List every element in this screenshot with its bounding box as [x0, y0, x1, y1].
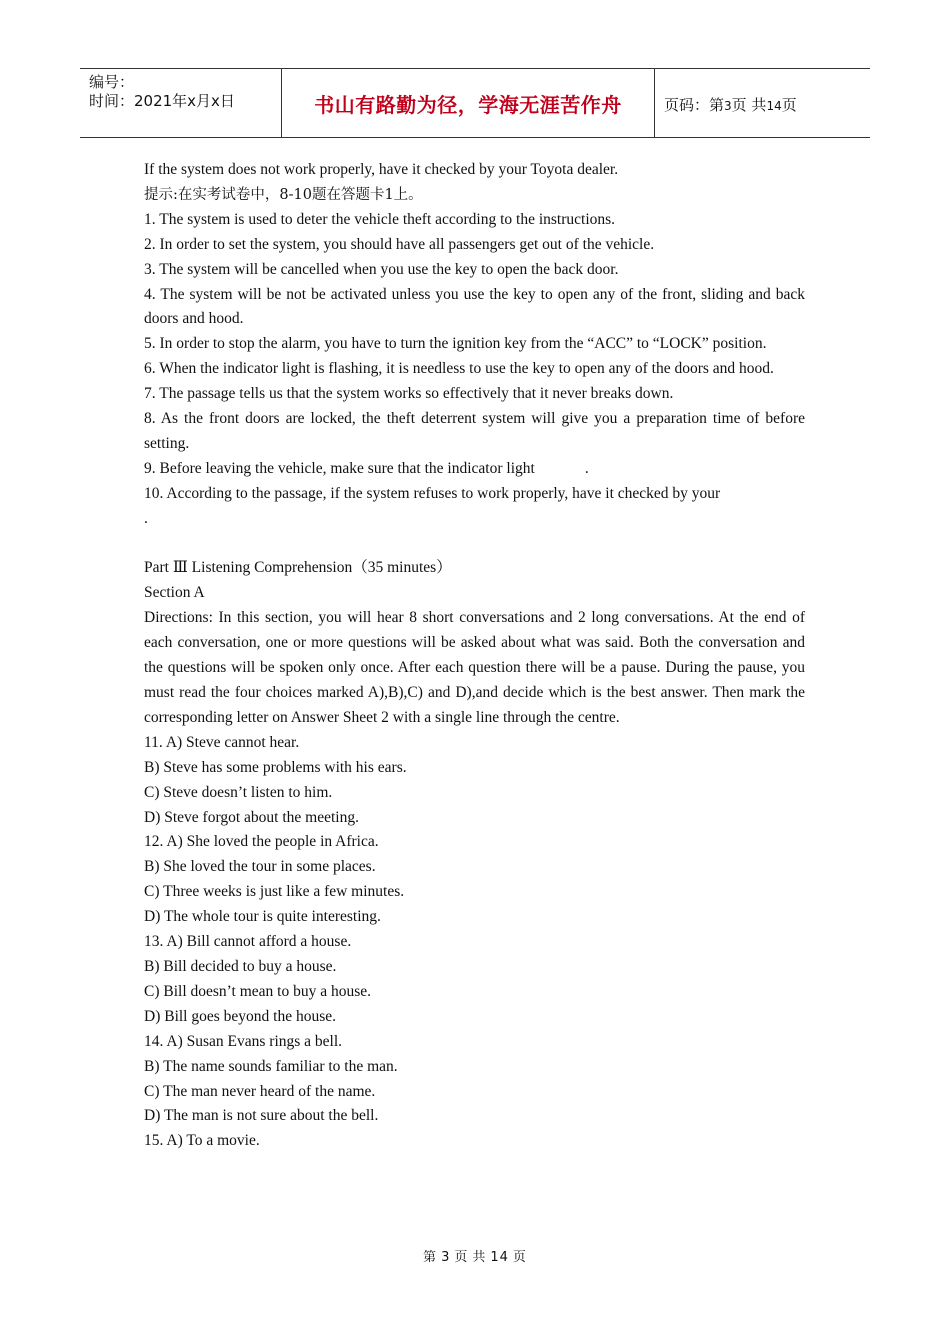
footer-total: 14 — [490, 1250, 509, 1265]
question-9 — [144, 457, 805, 482]
page-header — [80, 68, 870, 138]
option-line: C) The man never heard of the name. — [144, 1082, 376, 1100]
footer-suffix: 页 — [512, 1250, 527, 1265]
option-line: C) Three weeks is just like a few minutes. — [144, 883, 405, 901]
question-9-end: . — [584, 459, 589, 477]
option-line: 14. A) Susan Evans rings a bell. — [144, 1032, 343, 1050]
footer-total-word: 共 — [472, 1250, 487, 1265]
page-footer — [0, 1246, 950, 1265]
document-body — [144, 158, 805, 1154]
question-9-text: 9. Before leaving the vehicle, make sure that the indicator light — [144, 459, 535, 477]
number-label: 编号： — [89, 73, 135, 91]
directions: Directions: In this section, you will hear 8 short conversations and 2 long conversations. At the end of each conversation, one or more questions will be asked about what was said. Both the conversation and the questions will be spoken only once. After each question there will be a pause. During the pause, you must read the four choices marked A),B),C) and D),and decide which is the best answer. Then mark the corresponding letter on Answer Sheet 2 with a single line through the centre. — [144, 609, 805, 726]
option-line: 11. A) Steve cannot hear. — [144, 733, 300, 751]
page-total: 14 — [766, 99, 782, 113]
question-7: 7. The passage tells us that the system works so effectively that it never breaks down. — [144, 385, 674, 403]
page-mid: 页 共 — [731, 96, 767, 114]
question-2: 2. In order to set the system, you should have all passengers get out of the vehicle. — [144, 235, 655, 253]
option-line: B) Bill decided to buy a house. — [144, 957, 337, 975]
page-info — [664, 94, 797, 115]
option-line: D) The whole tour is quite interesting. — [144, 908, 381, 926]
time-label: 时间：2021年x月x日 — [89, 92, 235, 110]
option-line: 15. A) To a movie. — [144, 1132, 260, 1150]
option-line: D) Steve forgot about the meeting. — [144, 808, 359, 826]
option-line: 13. A) Bill cannot afford a house. — [144, 933, 352, 951]
option-line: D) The man is not sure about the bell. — [144, 1107, 379, 1125]
question-5: 5. In order to stop the alarm, you have to turn the ignition key from the “ACC” to “LOCK” position. — [144, 335, 767, 353]
question-10: 10. According to the passage, if the system refuses to work properly, have it checked by your — [144, 484, 721, 502]
section-title: Section A — [144, 584, 205, 602]
footer-page-word: 页 — [454, 1250, 469, 1265]
page-number: 3 — [724, 99, 732, 113]
header-right-cell — [654, 69, 870, 137]
option-line: 12. A) She loved the people in Africa. — [144, 833, 379, 851]
part-title: Part Ⅲ Listening Comprehension（35 minutes） — [144, 559, 452, 577]
question-8: 8. As the front doors are locked, the theft deterrent system will give you a preparation time of before setting. — [144, 410, 805, 452]
option-line: C) Bill doesn’t mean to buy a house. — [144, 982, 372, 1000]
header-middle-cell — [281, 69, 655, 137]
spacer — [144, 532, 805, 557]
option-line: B) Steve has some problems with his ears. — [144, 758, 407, 776]
question-1: 1. The system is used to deter the vehicle theft according to the instructions. — [144, 210, 616, 228]
motto: 书山有路勤为径，学海无涯苦作舟 — [314, 93, 622, 117]
header-left-cell — [80, 69, 280, 137]
option-line: C) Steve doesn’t listen to him. — [144, 783, 333, 801]
question-6: 6. When the indicator light is flashing, it is needless to use the key to open any of the doors and hood. — [144, 360, 774, 378]
option-line: B) The name sounds familiar to the man. — [144, 1057, 398, 1075]
page-prefix: 页码：第 — [664, 96, 725, 114]
hint-line: 提示:在实考试卷中，8-10题在答题卡1上。 — [144, 186, 423, 203]
page-suffix: 页 — [781, 96, 797, 114]
footer-page-number: 3 — [441, 1250, 451, 1265]
footer-prefix: 第 — [423, 1250, 438, 1265]
option-line: B) She loved the tour in some places. — [144, 858, 376, 876]
question-4: 4. The system will be not be activated unless you use the key to open any of the front, sliding and back doors and hood. — [144, 285, 805, 328]
question-10-end: . — [144, 509, 148, 527]
question-3: 3. The system will be cancelled when you use the key to open the back door. — [144, 260, 619, 278]
option-line: D) Bill goes beyond the house. — [144, 1007, 337, 1025]
intro-line: If the system does not work properly, have it checked by your Toyota dealer. — [144, 161, 619, 178]
